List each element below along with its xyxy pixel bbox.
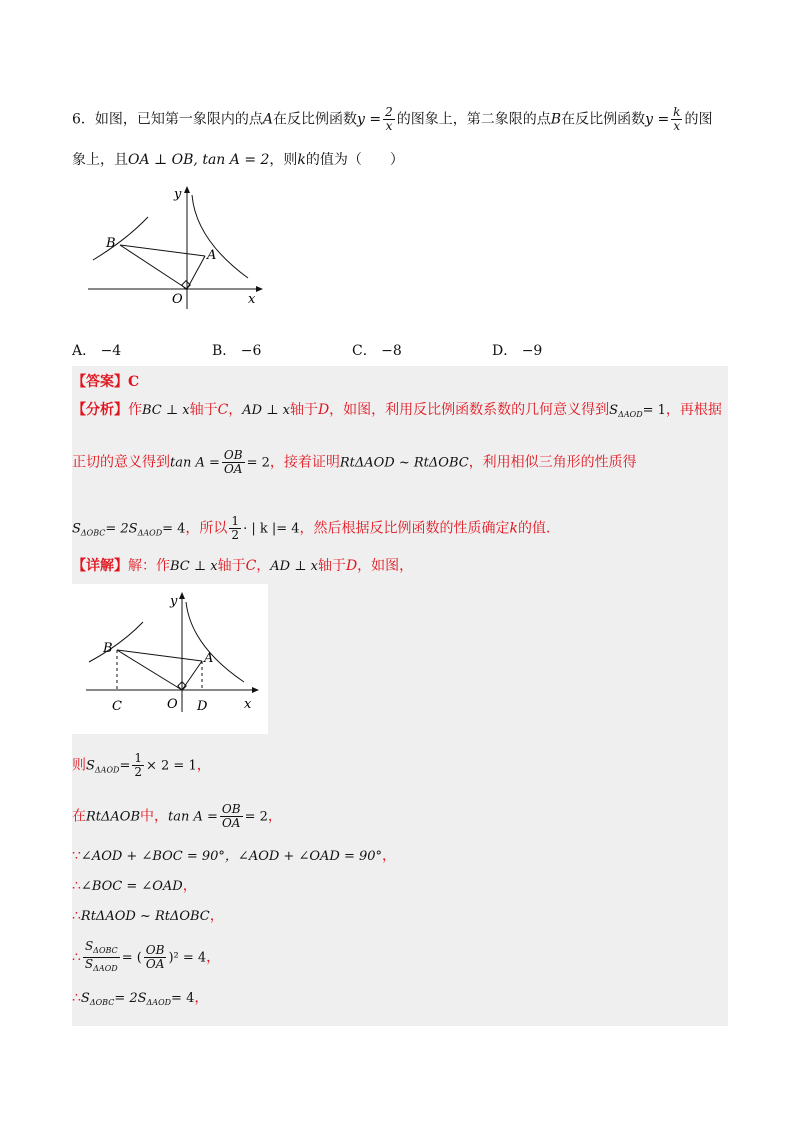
point-c-label: C — [217, 402, 229, 418]
math-equals: = 2 — [246, 455, 270, 471]
detail-text: ，如图， — [357, 558, 414, 574]
function-y: y = — [357, 111, 382, 128]
area-subscript: ΔAOD — [137, 528, 163, 538]
question-text: 的值为（ ） — [305, 152, 404, 168]
question-line-2 — [72, 150, 404, 170]
analysis-text: ，所以 — [185, 520, 228, 537]
fraction-numerator: 1 — [134, 751, 142, 765]
step-text: 则 — [72, 757, 86, 774]
fraction-denominator: OA — [145, 957, 165, 971]
analysis-text: 轴于 — [189, 402, 218, 418]
fraction-k-over-x — [671, 106, 682, 133]
math-equals: = ( — [121, 950, 142, 966]
x-axis-arrow — [256, 286, 263, 292]
therefore-symbol: ∴ — [72, 990, 81, 1006]
option-value: −8 — [381, 343, 402, 359]
point-a-label: A — [204, 651, 214, 666]
segment-ob — [117, 650, 182, 690]
detail-tag: 【详解】 — [72, 558, 128, 574]
answer-tag: 【答案】 — [72, 374, 128, 390]
fraction-numerator: OB — [221, 802, 241, 816]
area-subscript: ΔAOD — [93, 964, 118, 973]
fraction-ob-oa — [220, 803, 243, 830]
step-6 — [72, 940, 220, 975]
y-label: y — [170, 594, 178, 609]
therefore-symbol: ∴ — [72, 878, 81, 894]
analysis-text: ，利用相似三角形的性质得 — [468, 454, 637, 471]
math-angles: ∠AOD + ∠BOC = 90°，∠AOD + ∠OAD = 90° — [80, 849, 383, 864]
point-b-label: B — [103, 641, 113, 656]
area-symbol: S — [84, 939, 94, 953]
detail-text: ， — [256, 558, 271, 574]
analysis-text: ， — [228, 402, 243, 418]
fraction-one-half — [229, 515, 241, 542]
step-text: ， — [206, 949, 221, 966]
variable-k: k — [297, 152, 306, 168]
option-value: −6 — [240, 343, 262, 359]
function-y: y = — [645, 111, 670, 128]
step-text: ， — [182, 878, 197, 894]
question-text: 象上，且 — [72, 152, 128, 168]
analysis-text: 作 — [128, 402, 142, 418]
x-axis-arrow — [252, 687, 259, 693]
analysis-text: ，如图，利用反比例函数系数的几何意义得到 — [329, 402, 610, 418]
y-label: y — [174, 187, 182, 202]
area-subscript: ΔAOD — [94, 765, 120, 775]
curve-second-quadrant — [93, 217, 148, 260]
point-b-label: B — [550, 111, 562, 128]
step-text: ， — [196, 757, 211, 774]
point-b-label: B — [106, 236, 116, 251]
question-text: ，则 — [269, 152, 298, 168]
step-2 — [72, 803, 282, 830]
option-a[interactable] — [72, 340, 121, 360]
figure-2 — [86, 590, 261, 720]
segment-ob — [120, 245, 187, 289]
x-label: x — [248, 292, 256, 307]
math-expression: )² = 4 — [168, 950, 207, 966]
math-bc-perp: BC ⊥ x — [170, 559, 218, 574]
y-axis-arrow — [179, 592, 185, 599]
point-d-label: D — [345, 558, 358, 574]
step-text: ， — [194, 990, 209, 1006]
step-text: ， — [382, 848, 397, 864]
area-symbol: S — [72, 521, 81, 537]
step-3 — [72, 846, 396, 867]
area-subscript: ΔOBC — [93, 946, 118, 955]
area-subscript: ΔOBC — [89, 998, 115, 1007]
fraction-denominator: x — [385, 119, 393, 133]
option-label: B． — [212, 343, 237, 359]
math-equals: = 2S — [114, 991, 147, 1006]
point-c-label: C — [245, 558, 257, 574]
detail-text: 轴于 — [217, 558, 246, 574]
step-text: ， — [209, 908, 224, 924]
analysis-line-3 — [72, 515, 560, 544]
analysis-text: 的值． — [518, 520, 561, 537]
analysis-text: ，接着证明 — [269, 454, 340, 471]
origin-label: O — [172, 292, 183, 307]
math-equals: = 2 — [244, 809, 268, 825]
fraction-denominator: x — [673, 119, 681, 133]
math-expression: × 2 = 1 — [145, 758, 197, 774]
point-d-label: D — [197, 699, 208, 714]
area-subscript: ΔOBC — [80, 528, 106, 538]
math-bc-perp: BC ⊥ x — [142, 403, 190, 418]
origin-label: O — [167, 697, 178, 712]
math-equals: = 1 — [642, 403, 666, 418]
therefore-symbol: ∴ — [72, 908, 81, 924]
fraction-numerator: OB — [223, 448, 243, 462]
step-text: 中， — [140, 808, 168, 825]
option-d[interactable] — [492, 340, 542, 360]
area-subscript: ΔAOD — [618, 410, 643, 419]
question-text: 6．如图，已知第一象限内的点 — [72, 111, 263, 128]
y-axis-arrow — [184, 186, 190, 193]
step-text: ， — [267, 808, 282, 825]
answer-value: C — [128, 374, 140, 390]
analysis-line-1 — [72, 400, 722, 425]
question-text: 在反比例函数 — [561, 111, 646, 128]
step-4 — [72, 876, 197, 897]
question-line-1 — [72, 106, 712, 133]
figure-1 — [88, 185, 263, 315]
area-symbol: S — [80, 991, 90, 1006]
analysis-text: ，再根据 — [665, 402, 722, 418]
math-angles: ∠BOC = ∠OAD — [80, 879, 183, 894]
area-symbol: S — [609, 403, 619, 418]
area-symbol: S — [84, 957, 94, 971]
curve-second-quadrant — [89, 622, 143, 662]
because-symbol: ∵ — [72, 848, 81, 864]
analysis-tag: 【分析】 — [72, 402, 128, 418]
point-a-label: A — [262, 111, 274, 128]
fraction-ob-oa — [222, 449, 245, 476]
math-abs-k: · | k |= 4 — [243, 521, 300, 537]
math-equals: = 4 — [162, 521, 186, 537]
segment-ab — [120, 245, 205, 256]
fraction-2-over-x — [383, 106, 395, 133]
math-ad-perp: AD ⊥ x — [242, 403, 290, 418]
fraction-denominator: OA — [223, 462, 243, 476]
option-label: D． — [492, 343, 518, 359]
point-a-label: A — [207, 248, 217, 263]
fraction-area-ratio — [83, 940, 120, 975]
option-label: A． — [72, 343, 97, 359]
area-subscript: ΔAOD — [146, 998, 172, 1007]
detail-line-1 — [72, 556, 413, 577]
option-value: −9 — [521, 343, 543, 359]
step-1 — [72, 752, 211, 781]
fraction-denominator: OA — [221, 816, 241, 830]
question-text: 的图象上，第二象限的点 — [396, 111, 551, 128]
option-b[interactable] — [212, 340, 261, 360]
step-5 — [72, 906, 224, 927]
option-c[interactable] — [352, 340, 402, 360]
analysis-text: 正切的意义得到 — [72, 454, 170, 471]
question-text: 在反比例函数 — [273, 111, 358, 128]
fraction-numerator: 1 — [231, 514, 240, 528]
x-label: x — [244, 697, 252, 712]
condition-math: OA ⊥ OB, tan A = 2 — [128, 152, 270, 168]
option-value: −4 — [100, 343, 122, 359]
fraction-numerator: 2 — [385, 105, 393, 119]
fraction-denominator: 2 — [134, 765, 142, 779]
variable-k: k — [509, 520, 519, 537]
answer-line — [72, 372, 139, 392]
math-ad-perp: AD ⊥ x — [270, 559, 318, 574]
point-d-label: D — [317, 402, 330, 418]
analysis-text: ，然后根据反比例函数的性质确定 — [299, 520, 510, 537]
math-equals: = — [119, 758, 131, 774]
fraction-numerator: OB — [145, 943, 165, 957]
curve-first-quadrant — [192, 195, 248, 278]
question-text: 的图 — [684, 111, 713, 128]
math-similarity: RtΔAOD ~ RtΔOBC — [80, 909, 210, 924]
curve-first-quadrant — [186, 602, 244, 682]
math-triangle: RtΔAOB — [86, 809, 140, 825]
math-expression: = 4 — [171, 991, 195, 1006]
math-tan: tan A = — [168, 809, 218, 825]
math-tan: tan A = — [170, 455, 220, 471]
fraction-ob-oa — [144, 944, 167, 971]
segment-ab — [117, 650, 202, 661]
therefore-symbol: ∴ — [72, 949, 81, 966]
option-label: C． — [352, 343, 377, 359]
step-7 — [72, 988, 208, 1013]
math-similarity: RtΔAOD ~ RtΔOBC — [339, 455, 469, 471]
detail-text: 轴于 — [317, 558, 346, 574]
fraction-one-half — [132, 752, 144, 779]
segment-oa — [182, 661, 202, 690]
area-symbol: S — [86, 758, 95, 774]
analysis-text: 轴于 — [289, 402, 318, 418]
step-text: 在 — [72, 808, 86, 825]
analysis-line-2 — [72, 449, 637, 476]
point-c-label: C — [112, 699, 122, 714]
fraction-denominator: 2 — [231, 528, 240, 542]
detail-text: 解：作 — [128, 558, 170, 574]
math-equals: = 2S — [105, 521, 138, 537]
fraction-numerator: k — [673, 105, 681, 119]
